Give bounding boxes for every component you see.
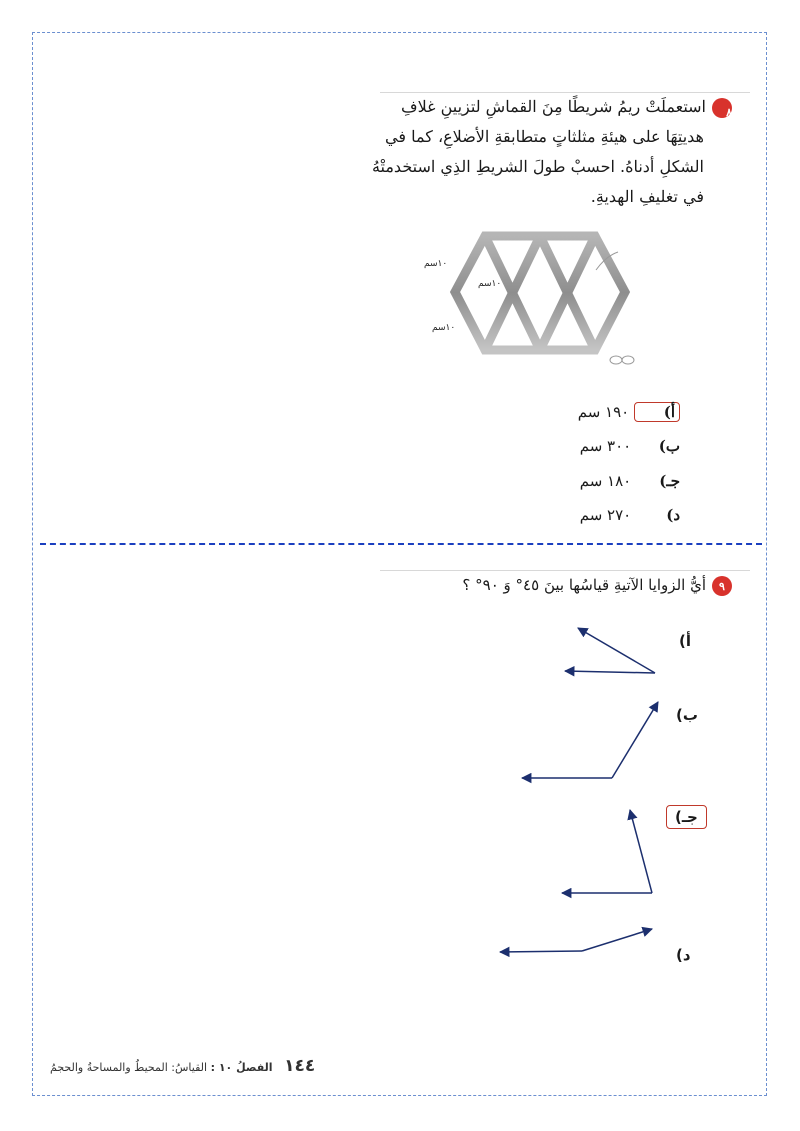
angle-c	[562, 810, 652, 893]
question-8-line-2: هديتِهَا على هيئةِ مثلثاتٍ متطابقةِ الأضلاعِ، كما في	[385, 127, 704, 146]
angle-a	[565, 628, 655, 673]
page-number: ١٤٤	[284, 1056, 316, 1076]
q8-option-b-value: ٣٠٠ سم	[579, 437, 632, 455]
q8-option-a-value: ١٩٠ سم	[577, 403, 630, 421]
question-9-text: أيُّ الزوايا الآتيةِ قياسُها بينَ ٤٥° وَ ٩٠° ؟	[462, 576, 706, 594]
q9-option-c-label[interactable]: جـ)	[666, 805, 707, 829]
angle-b	[522, 702, 658, 778]
side-label-middle: ١٠سم	[478, 279, 502, 289]
side-label-top: ١٠سم	[424, 259, 448, 269]
q9-option-d-label[interactable]: د)	[676, 946, 691, 964]
question-8-line-4: في تغليفِ الهديةِ.	[590, 187, 704, 206]
question-8-line-1-text: استعملَتْ ريمُ شريطًا مِنَ القماشِ لتزيينِ غلافِ	[401, 97, 706, 116]
angle-d	[500, 929, 652, 952]
q8-option-d-label: د)	[666, 506, 680, 524]
q8-option-c-label: جـ)	[659, 472, 680, 490]
q8-option-a-label: أ)	[634, 402, 680, 422]
page-footer	[50, 1056, 315, 1076]
chapter-label: الفصلُ ١٠ :	[210, 1061, 273, 1074]
q9-option-a-label[interactable]: أ)	[679, 632, 691, 650]
q8-option-b-label: ب)	[658, 437, 680, 455]
q8-option-c-value: ١٨٠ سم	[579, 472, 632, 490]
question-8-line-3: الشكلِ أدناهُ. احسبْ طولَ الشريطِ الذِي استخدمتْهُ	[371, 157, 704, 176]
chapter-title: القياسُ: المحيطُ والمساحةُ والحجمُ	[50, 1061, 208, 1074]
side-label-bottom: ١٠سم	[432, 323, 456, 333]
question-8-number-badge: ٨	[712, 98, 732, 118]
question-9-number-badge: ٩	[712, 576, 732, 596]
q9-option-b-label[interactable]: ب)	[676, 706, 698, 724]
q8-option-d-value: ٢٧٠ سم	[579, 506, 632, 524]
